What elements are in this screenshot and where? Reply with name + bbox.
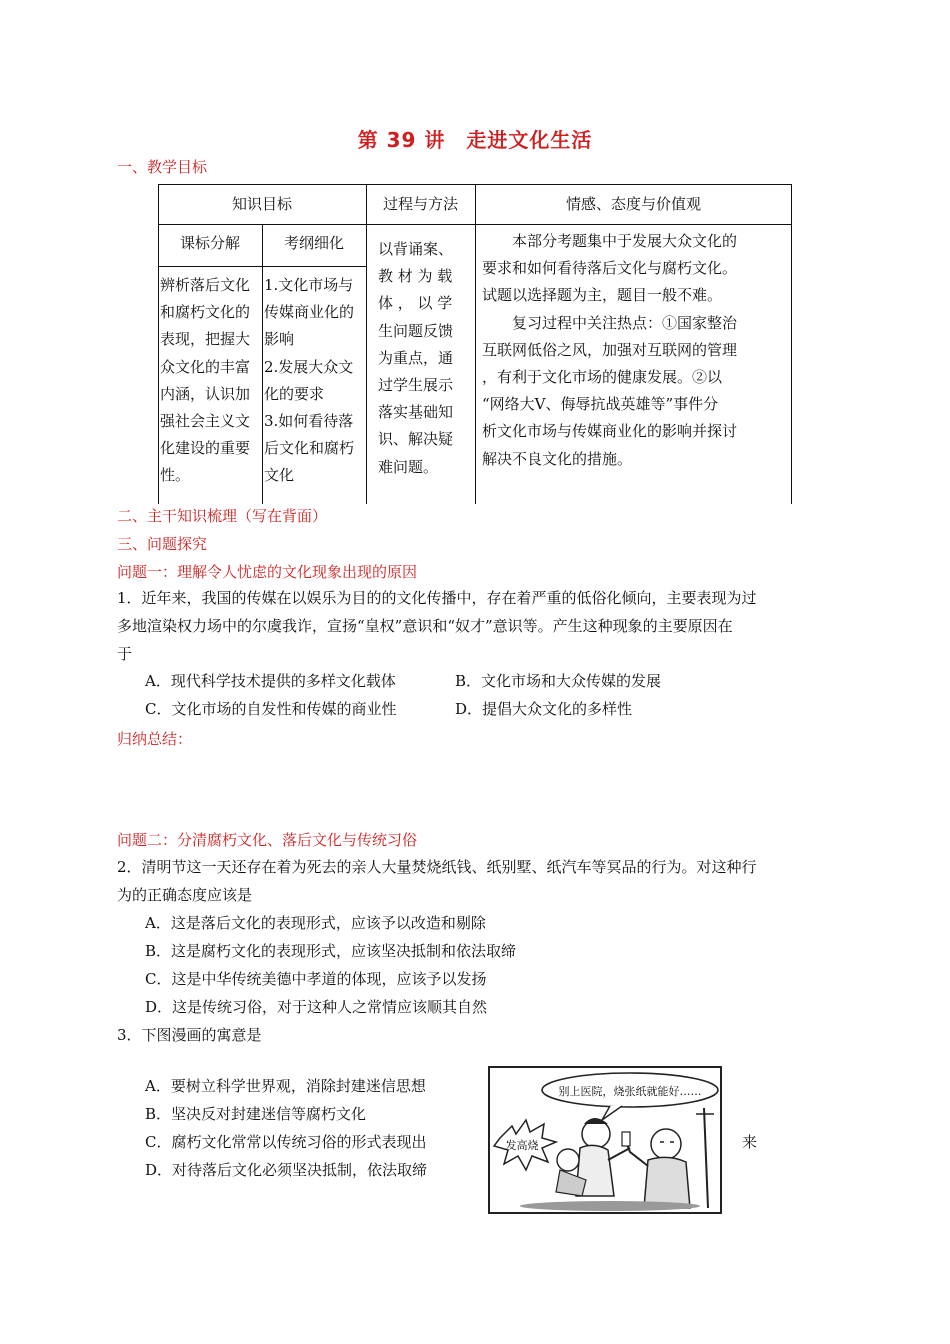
goals-table <box>158 184 792 504</box>
emotion-cell: 本部分考题集中于发展大众文化的 要求和如何看待落后文化与腐朽文化。 试题以选择题为主，题目一般不难。 复习过程中关注热点：①国家整治 互联网低俗之风，加强对互联网的管理 ，有利于文化市场的健康发展。②以 “网络大V、侮辱抗战英雄等”事件分 析文化市场与传媒商业化的影响并探讨 解决不良文化的措施。 <box>482 232 738 468</box>
subheader-outline: 考纲细化 <box>283 234 344 252</box>
q1-summary-label: 归纳总结： <box>117 730 193 748</box>
q1-option-a: A．现代科学技术提供的多样文化载体 <box>145 672 396 690</box>
q3-option-c: C．腐朽文化常常以传统习俗的形式表现出 <box>145 1133 427 1151</box>
q3-option-d: D．对待落后文化必须坚决抵制，依法取缔 <box>145 1161 428 1179</box>
q3-stem: 3．下图漫画的寓意是 <box>117 1026 262 1044</box>
q3-option-b: B．坚决反对封建迷信等腐朽文化 <box>145 1105 367 1123</box>
q2-option-a: A．这是落后文化的表现形式，应该予以改造和剔除 <box>145 914 486 932</box>
cartoon-bubble-text: 别上医院，烧张纸就能好…… <box>558 1085 702 1098</box>
q2-option-c: C．这是中华传统美德中孝道的体现，应该予以发扬 <box>145 970 487 988</box>
cartoon-illustration <box>490 1068 720 1212</box>
cartoon-burst-text: 发高烧 <box>505 1139 539 1152</box>
page-title: 第 39 讲 走进文化生活 <box>357 128 593 152</box>
q3-option-a: A．要树立科学世界观，消除封建迷信思想 <box>145 1077 426 1095</box>
outline-cell: 1.文化市场与 传媒商业化的 影响 2.发展大众文 化的要求 3.如何看待落 后文化和腐朽 文化 <box>264 276 355 485</box>
q1-option-b: B．文化市场和大众传媒的发展 <box>455 672 662 690</box>
section-problem-inquiry: 三、问题探究 <box>117 535 208 553</box>
curriculum-cell: 辨析落后文化 和腐朽文化的 表现，把握大 众文化的丰富 内涵，认识加 强社会主义文 化建设的重要 性。 <box>160 276 251 485</box>
subheader-curriculum: 课标分解 <box>179 234 240 252</box>
section-teaching-goals: 一、教学目标 <box>117 158 208 176</box>
q2-option-b: B．这是腐朽文化的表现形式，应该坚决抵制和依法取缔 <box>145 942 517 960</box>
q1-heading: 问题一：理解令人忧虑的文化现象出现的原因 <box>117 563 418 581</box>
q3-option-c-trailing: 来 <box>742 1133 758 1151</box>
q2-option-d: D．这是传统习俗，对于这种人之常情应该顺其自然 <box>145 998 488 1016</box>
header-emotion-values: 情感、态度与价值观 <box>565 195 701 213</box>
cartoon-image <box>488 1066 722 1214</box>
q2-stem: 2．清明节这一天还存在着为死去的亲人大量焚烧纸钱、纸别墅、纸汽车等冥品的行为。对这种行 为的正确态度应该是 <box>117 858 757 904</box>
q1-option-d: D．提倡大众文化的多样性 <box>455 700 633 718</box>
q2-heading: 问题二：分清腐朽文化、落后文化与传统习俗 <box>117 831 418 849</box>
header-knowledge-goals: 知识目标 <box>231 195 292 213</box>
section-knowledge-review: 二、主干知识梳理（写在背面） <box>117 507 328 525</box>
header-process-method: 过程与方法 <box>382 195 458 213</box>
q1-stem: 1．近年来，我国的传媒在以娱乐为目的的文化传播中，存在着严重的低俗化倾向，主要表现为过 多地渲染权力场中的尔虞我诈，宣扬“皇权”意识和“奴才”意识等。产生这种现象的主要原因在 于 <box>117 589 757 663</box>
process-cell: 以背诵案、 教 材 为 载 体 ， 以 学 生问题反馈 为重点，通 过学生展示 落实基础知 识、解决疑 难问题。 <box>378 240 454 476</box>
q1-option-c: C．文化市场的自发性和传媒的商业性 <box>145 700 397 718</box>
